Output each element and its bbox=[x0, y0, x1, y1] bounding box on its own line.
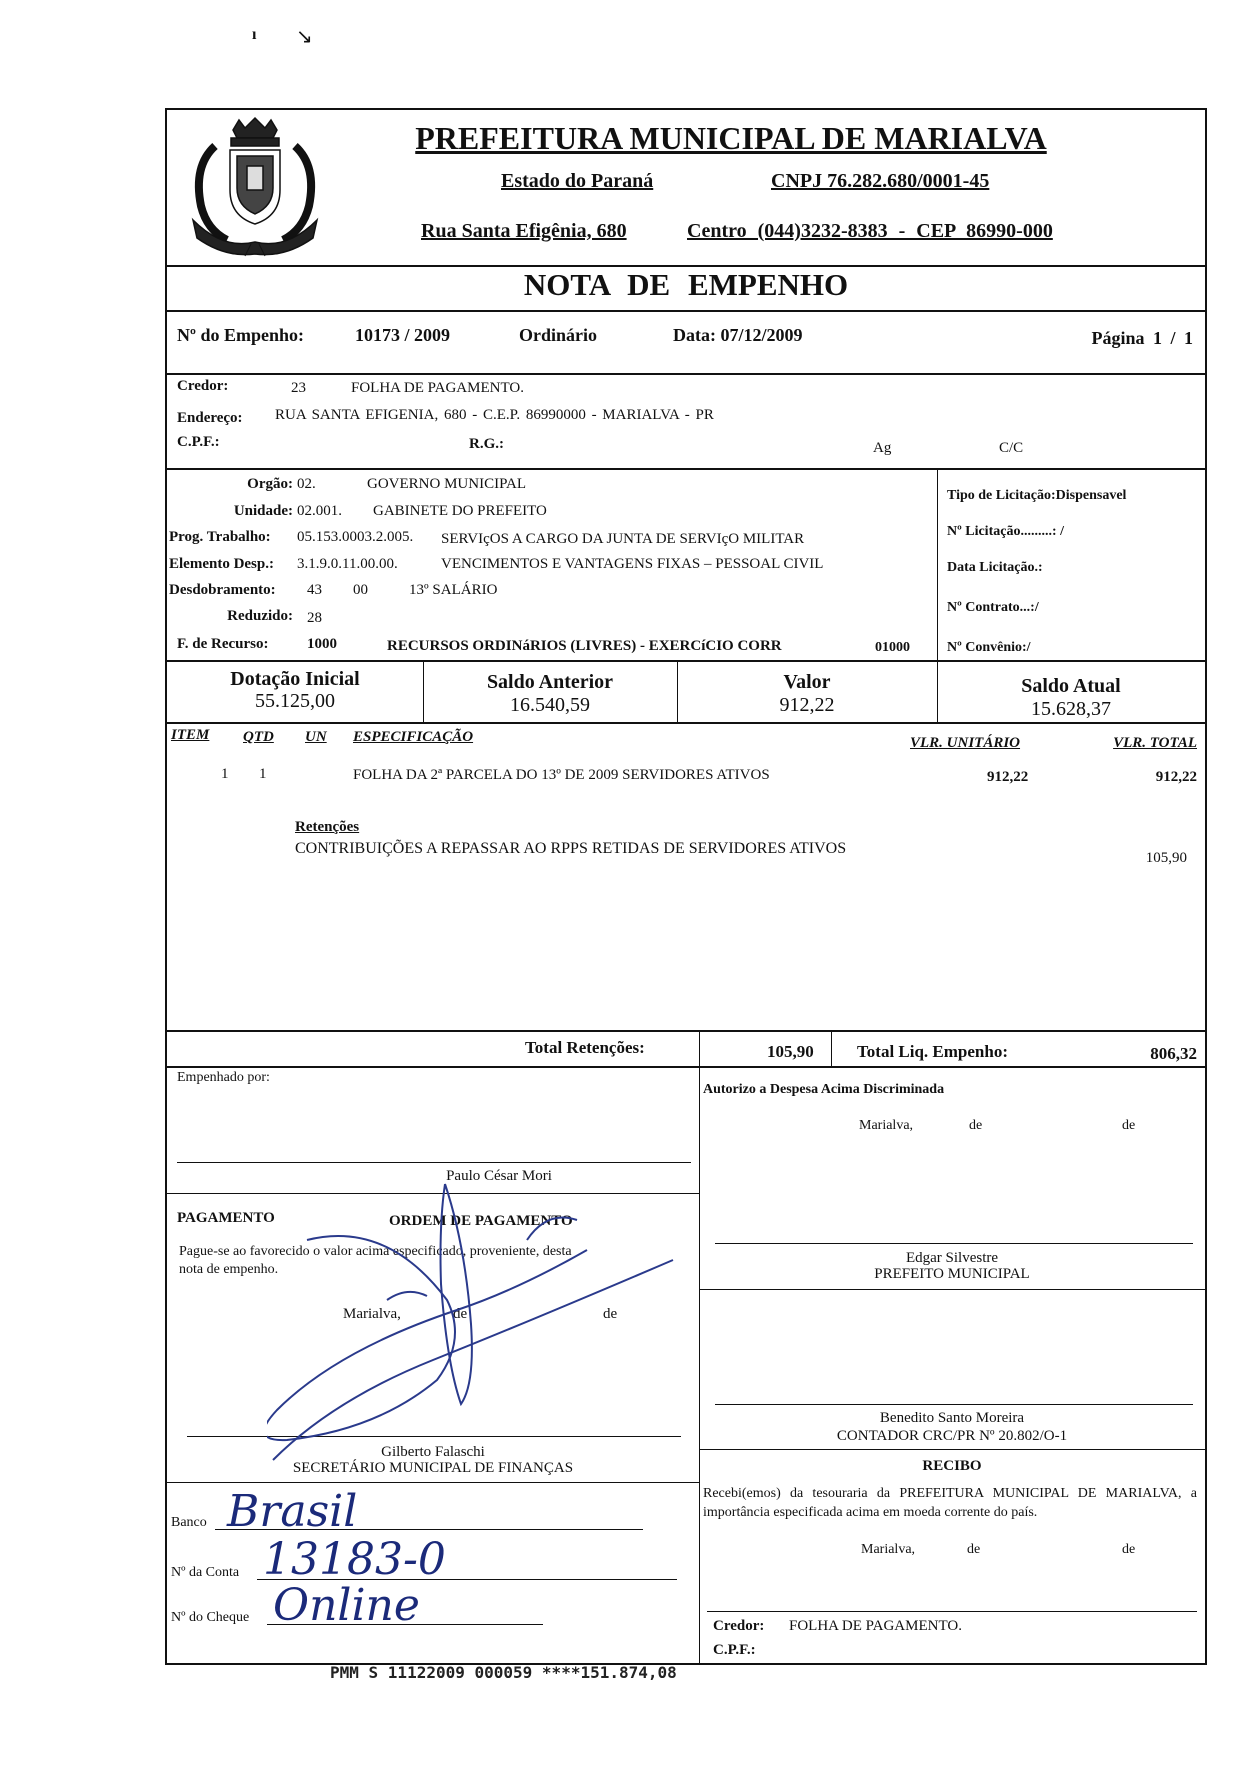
orgao-code: 02. bbox=[297, 476, 316, 492]
saldo-anterior-label: Saldo Anterior bbox=[486, 671, 614, 693]
saldo-anterior-value: 16.540,59 bbox=[510, 694, 590, 716]
total-retencoes-label: Total Retenções: bbox=[525, 1038, 645, 1057]
desdobramento-b: 00 bbox=[353, 582, 368, 598]
retencoes-title: Retenções bbox=[295, 819, 360, 835]
prefeito-signature-line bbox=[715, 1243, 1193, 1244]
secretario-nome: Gilberto Falaschi bbox=[381, 1444, 485, 1460]
recurso-sub: 01000 bbox=[875, 640, 910, 655]
rg-label: R.G.: bbox=[469, 436, 504, 452]
footer-stamp: PMM S 11122009 000059 ****151.874,08 bbox=[330, 1663, 677, 1682]
dotacao-label: Dotação Inicial bbox=[230, 668, 360, 690]
autorizo-despesa: Autorizo a Despesa Acima Discriminada bbox=[703, 1082, 945, 1097]
empenhado-nome: Paulo César Mori bbox=[446, 1168, 552, 1184]
cpf-label: C.P.F.: bbox=[177, 434, 220, 450]
recurso-label: F. de Recurso: bbox=[177, 636, 269, 652]
numero-convenio: Nº Convênio:/ bbox=[947, 640, 1031, 655]
prog-trabalho-code: 05.153.0003.2.005. bbox=[297, 529, 414, 545]
empenho-type: Ordinário bbox=[519, 325, 598, 345]
col-especificacao: ESPECIFICAÇÃO bbox=[353, 729, 474, 745]
col-un: UN bbox=[305, 729, 327, 745]
street-address: Rua Santa Efigênia, 680 bbox=[421, 220, 627, 242]
desdobramento-a: 43 bbox=[307, 582, 322, 598]
district-phone-cep: Centro (044)3232-8383 - CEP 86990-000 bbox=[687, 220, 1053, 242]
document-title: NOTA DE EMPENHO bbox=[523, 267, 849, 302]
retencoes-value: 105,90 bbox=[1145, 850, 1187, 866]
col-item: ITEM bbox=[171, 727, 210, 743]
recurso-name: RECURSOS ORDINáRIOS (LIVRES) - EXERCíCIO CORR bbox=[387, 638, 782, 654]
contador-signature-line bbox=[715, 1404, 1193, 1405]
empenhado-label: Empenhado por: bbox=[177, 1070, 270, 1085]
desdobramento-name: 13º SALÁRIO bbox=[409, 582, 498, 598]
endereco: RUA SANTA EFIGENIA, 680 - C.E.P. 86990000 - MARIALVA - PR bbox=[275, 407, 714, 423]
pagamento-marialva: Marialva, bbox=[343, 1306, 401, 1322]
prefeito-nome: Edgar Silvestre bbox=[905, 1250, 999, 1266]
recibo-credor-label: Credor: bbox=[713, 1618, 765, 1634]
item-number: 1 bbox=[221, 766, 229, 782]
endereco-label: Endereço: bbox=[177, 410, 243, 426]
cc-label: C/C bbox=[999, 440, 1024, 456]
item-description: FOLHA DA 2ª PARCELA DO 13º DE 2009 SERVIDORES ATIVOS bbox=[353, 767, 770, 783]
pagamento-label: PAGAMENTO bbox=[177, 1210, 275, 1226]
recibo-title: RECIBO bbox=[922, 1458, 982, 1474]
pagamento-texto-1: Pague-se ao favorecido o valor acima especificado, proveniente, desta bbox=[179, 1244, 572, 1259]
credor-label: Credor: bbox=[177, 378, 229, 394]
elemento-code: 3.1.9.0.11.00.00. bbox=[297, 556, 398, 572]
autorizo-de-2: de bbox=[1122, 1118, 1136, 1133]
recibo-cpf-label: C.P.F.: bbox=[713, 1642, 756, 1658]
unidade-label: Unidade: bbox=[233, 503, 293, 519]
credor-name: FOLHA DE PAGAMENTO. bbox=[351, 380, 524, 396]
empenho-label: Nº do Empenho: bbox=[177, 325, 304, 345]
prefeito-cargo: PREFEITO MUNICIPAL bbox=[874, 1266, 1030, 1282]
scan-mark: ı bbox=[252, 26, 257, 43]
tipo-licitacao: Tipo de Licitação:Dispensavel bbox=[947, 488, 1127, 503]
dotacao-value: 55.125,00 bbox=[255, 690, 335, 712]
conta-handwritten: 13183-0 bbox=[263, 1534, 446, 1585]
cheque-label: Nº do Cheque bbox=[171, 1610, 250, 1625]
autorizo-de-1: de bbox=[969, 1118, 983, 1133]
data-licitacao: Data Licitação.: bbox=[947, 560, 1043, 575]
ag-label: Ag bbox=[873, 440, 892, 456]
secretario-signature-scribble bbox=[267, 1180, 687, 1480]
unidade-code: 02.001. bbox=[297, 503, 342, 519]
col-qtd: QTD bbox=[243, 729, 274, 745]
state-name: Estado do Paraná bbox=[501, 170, 654, 192]
empenhado-signature-line bbox=[177, 1162, 691, 1163]
pagamento-de-1: de bbox=[453, 1306, 468, 1322]
col-vlr-total: VLR. TOTAL bbox=[1113, 735, 1197, 751]
prog-trabalho-label: Prog. Trabalho: bbox=[169, 529, 271, 545]
page-number: Página 1 / 1 bbox=[1091, 328, 1193, 348]
item-unit-value: 912,22 bbox=[987, 769, 1029, 785]
cnpj: CNPJ 76.282.680/0001-45 bbox=[771, 170, 990, 192]
recibo-marialva: Marialva, bbox=[861, 1542, 916, 1557]
recibo-signature-line bbox=[707, 1611, 1197, 1612]
valor-label: Valor bbox=[783, 671, 831, 693]
total-liquido-label: Total Liq. Empenho: bbox=[857, 1042, 1008, 1061]
saldo-atual-label: Saldo Atual bbox=[1021, 675, 1121, 697]
scan-mark-arrow: ↘ bbox=[296, 26, 313, 48]
col-vlr-unitario: VLR. UNITÁRIO bbox=[910, 735, 1021, 751]
desdobramento-label: Desdobramento: bbox=[169, 582, 276, 598]
recurso-code: 1000 bbox=[307, 636, 337, 652]
recibo-texto: Recebi(emos) da tesouraria da PREFEITURA MUNICIPAL DE MARIALVA, a importância especificada acima em moeda corrente do país. bbox=[703, 1486, 1197, 1520]
cheque-handwritten: Online bbox=[273, 1580, 420, 1631]
numero-licitacao: Nº Licitação.........: / bbox=[947, 524, 1064, 539]
retencoes-description: CONTRIBUIÇÕES A REPASSAR AO RPPS RETIDAS DE SERVIDORES ATIVOS bbox=[295, 840, 847, 857]
empenho-number: 10173 / 2009 bbox=[355, 325, 451, 345]
credor-code: 23 bbox=[291, 380, 306, 396]
empenho-date: Data: 07/12/2009 bbox=[673, 325, 803, 345]
recibo-credor-name: FOLHA DE PAGAMENTO. bbox=[789, 1618, 962, 1634]
numero-contrato: Nº Contrato...:/ bbox=[947, 600, 1039, 615]
elemento-name: VENCIMENTOS E VANTAGENS FIXAS – PESSOAL CIVIL bbox=[441, 556, 824, 572]
total-retencoes-value: 105,90 bbox=[767, 1042, 814, 1061]
banco-label: Banco bbox=[171, 1515, 207, 1530]
contador-cargo: CONTADOR CRC/PR Nº 20.802/O-1 bbox=[836, 1428, 1068, 1444]
prog-trabalho-name: SERVIçOS A CARGO DA JUNTA DE SERVIçO MILITAR bbox=[441, 531, 805, 547]
item-total-value: 912,22 bbox=[1155, 769, 1197, 785]
secretario-cargo: SECRETÁRIO MUNICIPAL DE FINANÇAS bbox=[292, 1460, 574, 1476]
valor-value: 912,22 bbox=[779, 694, 835, 716]
recibo-de-2: de bbox=[1122, 1542, 1136, 1557]
recibo-de-1: de bbox=[967, 1542, 981, 1557]
contador-nome: Benedito Santo Moreira bbox=[879, 1410, 1025, 1426]
item-qtd: 1 bbox=[259, 766, 267, 782]
nota-de-empenho-form bbox=[165, 108, 1207, 1665]
ordem-pagamento-title: ORDEM DE PAGAMENTO bbox=[389, 1213, 573, 1229]
pagamento-de-2: de bbox=[603, 1306, 618, 1322]
reduzido-label: Reduzido: bbox=[227, 608, 293, 624]
elemento-label: Elemento Desp.: bbox=[169, 556, 274, 572]
page-title: PREFEITURA MUNICIPAL DE MARIALVA bbox=[415, 120, 1047, 156]
total-liquido-value: 806,32 bbox=[1150, 1044, 1197, 1063]
conta-label: Nº da Conta bbox=[171, 1565, 240, 1580]
banco-handwritten: Brasil bbox=[227, 1486, 358, 1537]
orgao-label: Orgão: bbox=[247, 476, 293, 492]
unidade-name: GABINETE DO PREFEITO bbox=[373, 503, 547, 519]
reduzido-value: 28 bbox=[307, 610, 322, 626]
orgao-name: GOVERNO MUNICIPAL bbox=[367, 476, 527, 492]
pagamento-texto-2: nota de empenho. bbox=[179, 1262, 279, 1277]
autorizo-marialva: Marialva, bbox=[859, 1118, 914, 1133]
saldo-atual-value: 15.628,37 bbox=[1031, 698, 1111, 720]
